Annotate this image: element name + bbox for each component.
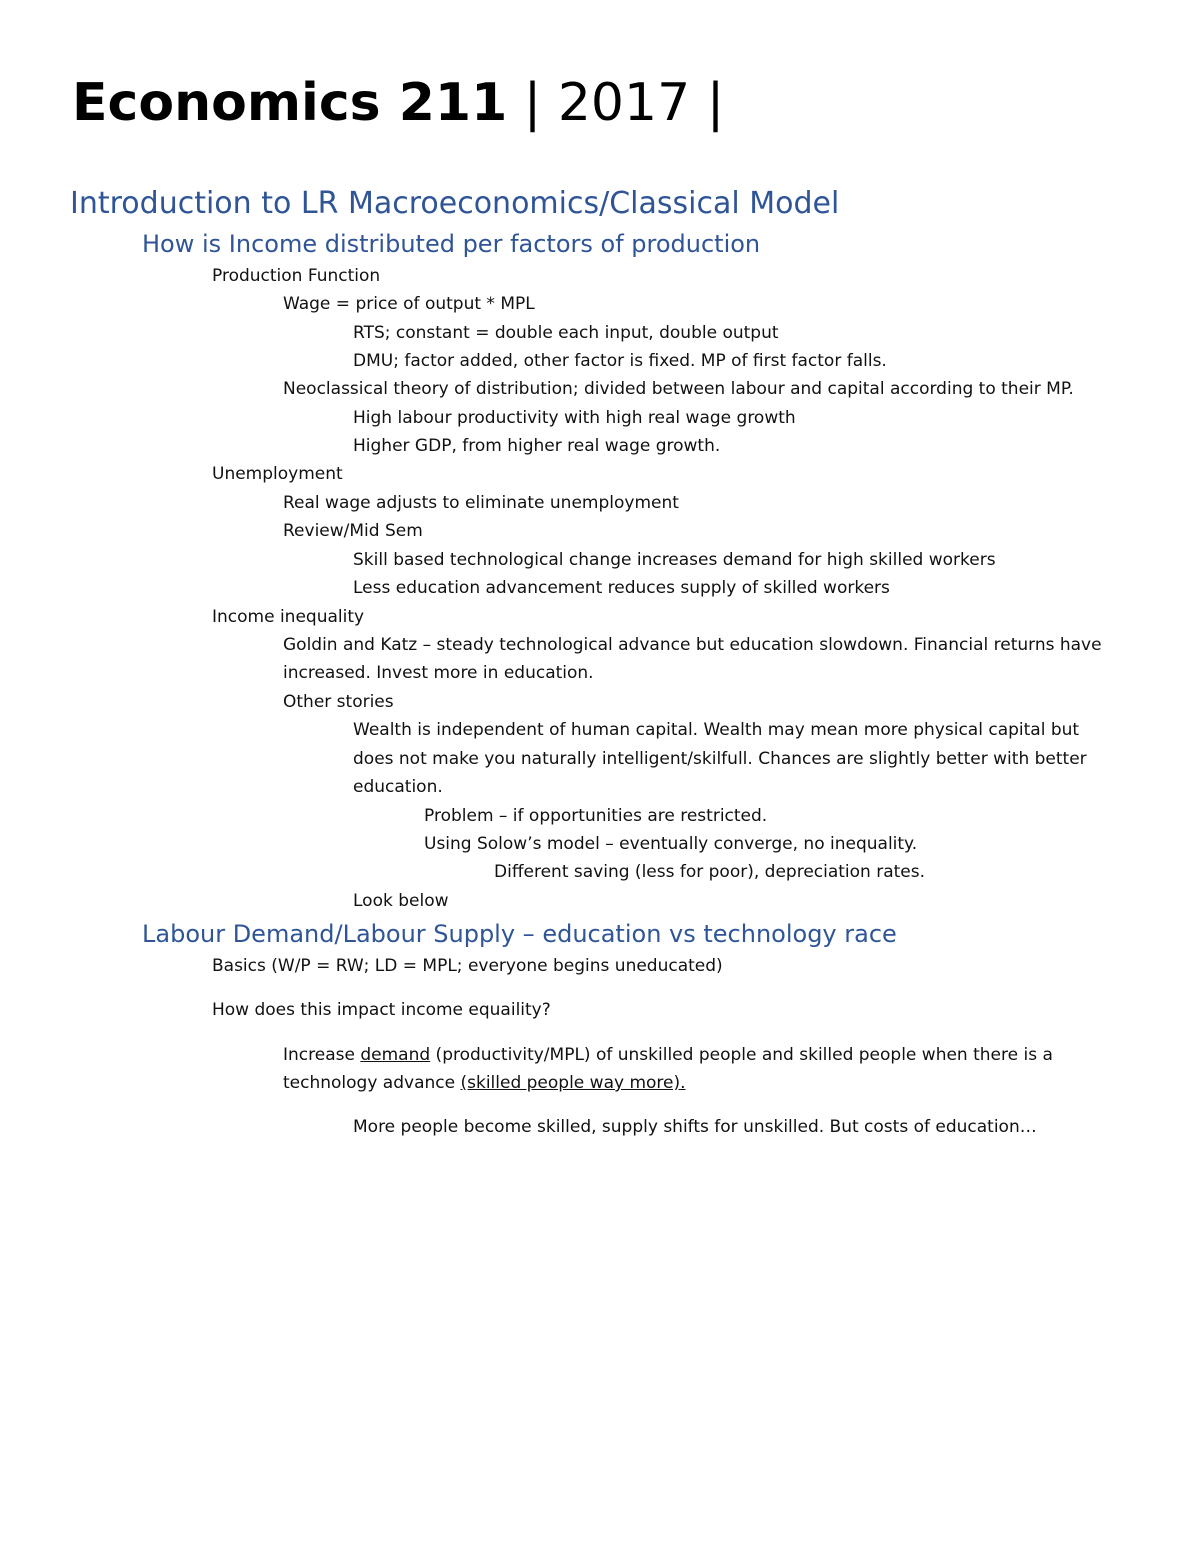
outline-line: Neoclassical theory of distribution; divided between labour and capital according to their MP. (283, 379, 1074, 399)
outline-line: Real wage adjusts to eliminate unemployment (283, 493, 679, 513)
outline-line: Skill based technological change increases demand for high skilled workers (353, 550, 996, 570)
outline-line: Goldin and Katz – steady technological advance but education slowdown. Financial returns have (283, 635, 1102, 655)
outline-line: Wealth is independent of human capital. Wealth may mean more physical capital but (353, 720, 1080, 740)
heading-introduction: Introduction to LR Macroeconomics/Classical Model (70, 186, 840, 221)
title-course: Economics 211 (72, 73, 508, 133)
outline-line: Different saving (less for poor), depreciation rates. (494, 862, 926, 882)
outline-line: Look below (353, 891, 449, 911)
outline-line: education. (353, 777, 443, 797)
outline-line: Income inequality (212, 607, 365, 627)
outline-line: Other stories (283, 692, 394, 712)
outline-line: High labour productivity with high real wage growth (353, 408, 796, 428)
heading-income-distribution: How is Income distributed per factors of production (142, 230, 761, 258)
more-skilled-line: More people become skilled, supply shifts for unskilled. But costs of education… (353, 1117, 1037, 1137)
technology-advance-line: technology advance (skilled people way more). (283, 1073, 686, 1093)
outline-line: increased. Invest more in education. (283, 663, 594, 683)
outline-line: DMU; factor added, other factor is fixed. MP of first factor falls. (353, 351, 887, 371)
outline-line: Review/Mid Sem (283, 521, 423, 541)
title-year: | 2017 | (507, 73, 725, 133)
question-line: How does this impact income equaility? (212, 1000, 551, 1020)
basics-line: Basics (W/P = RW; LD = MPL; everyone begins uneducated) (212, 956, 723, 976)
outline-line: does not make you naturally intelligent/skilfull. Chances are slightly better with better (353, 749, 1087, 769)
outline-line: Wage = price of output * MPL (283, 294, 535, 314)
outline-line: Production Function (212, 266, 381, 286)
underlined-demand: demand (360, 1045, 431, 1065)
heading-labour-demand-supply: Labour Demand/Labour Supply – education vs technology race (142, 920, 897, 948)
outline-line: Less education advancement reduces supply of skilled workers (353, 578, 890, 598)
document-title (72, 70, 724, 136)
outline-line: Using Solow’s model – eventually converge, no inequality. (424, 834, 918, 854)
increase-demand-line: Increase demand (productivity/MPL) of unskilled people and skilled people when there is a (283, 1045, 1053, 1065)
outline-line: RTS; constant = double each input, double output (353, 323, 779, 343)
outline-line: Higher GDP, from higher real wage growth. (353, 436, 721, 456)
outline-line: Problem – if opportunities are restricted. (424, 806, 768, 826)
underlined-skilled-note: (skilled people way more). (460, 1073, 686, 1093)
outline-line: Unemployment (212, 464, 343, 484)
